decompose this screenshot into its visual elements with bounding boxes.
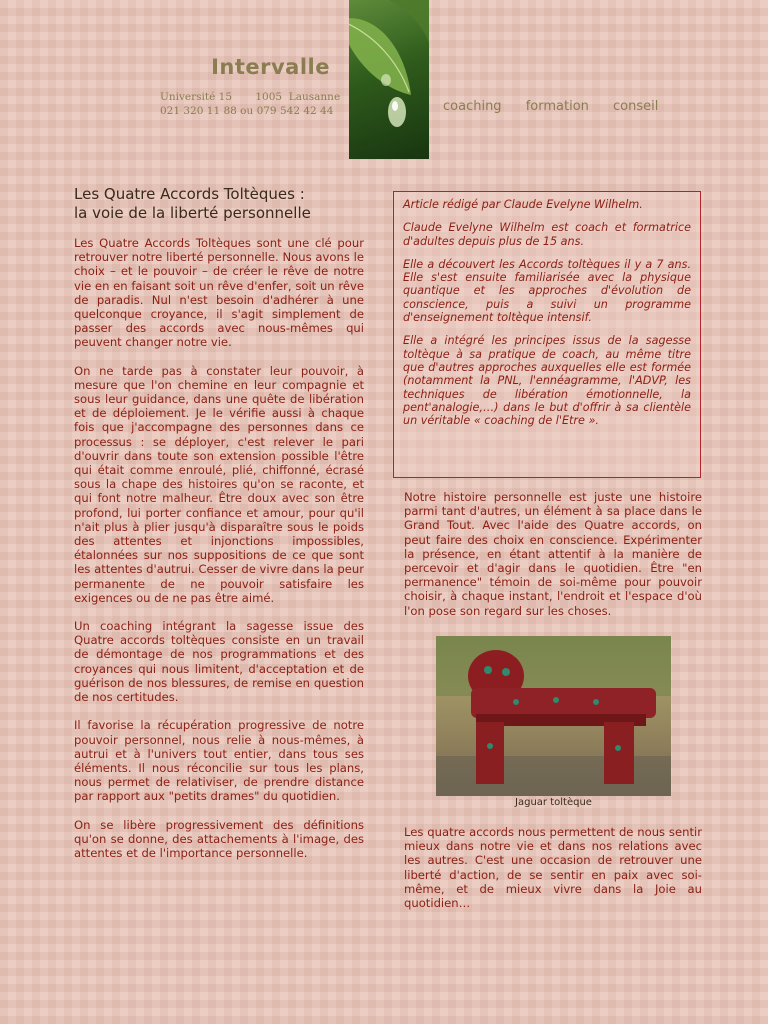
author-credit: Article rédigé par Claude Evelyne Wilhelm. (403, 198, 643, 211)
right-paragraph-1: Notre histoire personnelle est juste une histoire parmi tant d'autres, un élément à sa place dans le Grand Tout. Avec l'aide des Quatre accords, on peut faire des choix en conscience. Expérimenter la présence, en étant attentif à la manière de percevoir et d'agir dans le quotidien. Être "en permanence" témoin de soi-même pour pouvoir choisir, à chaque instant, l'endroit et l'espace d'où l'on pose son regard sur les choses. (404, 490, 702, 618)
paragraph: Il favorise la récupération progressive de notre pouvoir personnel, nous relie à nous-mêmes, à autrui et à l'univers tout entier, dans tous ses éléments. Il nous réconcilie sur tous les plans, nous permet de relativiser, de prendre distance par rapport aux "petits drames" du quotidien. (74, 718, 364, 804)
image-caption: Jaguar toltèque (515, 797, 592, 808)
paragraph: On ne tarde pas à constater leur pouvoir, à mesure que l'on chemine en leur compagnie et sous leur guidance, dans une quête de libération et de déploiement. Je le vérifie aussi à chaque fois que j'accompagne des personnes dans ce processus : se déployer, c'est relever le pari d'ouvrir dans toute son extension possible l'être qui était comme enroulé, plié, chiffonné, écrasé sous la chape des histoires qu'on se raconte, et qui font notre malheur. Être doux avec son être profond, lui porter confiance et amour, pour qu'il n'ait plus à plier jusqu'à disparaître sous le poids des attentes et injonctions impossibles, étalonnées sur nos suppositions de ce que sont les attentes d'autrui. Cesser de vivre dans la peur permanente de ne pouvoir satisfaire les exigences ou de ne pas être aimé. (74, 363, 364, 605)
author-bio: Claude Evelyne Wilhelm est coach et formatrice d'adultes depuis plus de 15 ans. (403, 221, 691, 248)
left-column (74, 236, 364, 874)
phone-line: 021 320 11 88 ou 079 542 42 44 (160, 105, 334, 117)
leaf-image (349, 0, 429, 159)
author-bio: Elle a découvert les Accords toltèques il y a 7 ans. Elle s'est ensuite familiarisée avec la physique quantique et les approches d'évolution de conscience, puis a suivi un programme d'enseignement toltèque intensif. (403, 257, 691, 325)
title-line-1: Les Quatre Accords Toltèques : (74, 185, 305, 203)
paragraph: On se libère progressivement des définitions qu'on se donne, des attachements à l'image, des attentes et de l'importance personnelle. (74, 817, 364, 860)
nav-formation[interactable]: formation (525, 99, 589, 114)
paragraph: Un coaching intégrant la sagesse issue des Quatre accords toltèques consiste en un travail de démontage de nos programmations et des croyances qui nous limitent, d'acceptation et de guérison de nos blessures, de remise en question de nos certitudes. (74, 619, 364, 705)
top-nav (443, 99, 678, 114)
article-title (74, 185, 364, 223)
title-line-2: la voie de la liberté personnelle (74, 204, 311, 222)
jaguar-photo (436, 636, 671, 796)
nav-conseil[interactable]: conseil (613, 99, 659, 114)
nav-coaching[interactable]: coaching (443, 99, 502, 114)
brand-title: Intervalle (211, 55, 330, 79)
address-line: Université 15 1005 Lausanne (160, 91, 341, 103)
address (160, 90, 341, 118)
paragraph: Les Quatre Accords Toltèques sont une clé pour retrouver notre liberté personnelle. Nous avons le choix – et le pouvoir – de créer le rêve de notre vie en en faisant soit un rêve d'enfer, soit un rêve de paradis. Nul n'est besoin d'adhérer à une quelconque croyance, il s'agit simplement de passer des accords avec nous-mêmes qui peuvent changer notre vie. (74, 236, 364, 350)
author-box (393, 191, 701, 478)
right-paragraph-2: Les quatre accords nous permettent de nous sentir mieux dans notre vie et dans nos relations avec les autres. C'est une occasion de retrouver une liberté d'action, de se sentir en paix avec soi-même, et de mieux vivre dans la Joie au quotidien… (404, 825, 702, 911)
author-bio: Elle a intégré les principes issus de la sagesse toltèque à sa pratique de coach, au même titre que d'autres approches auxquelles elle est formée (notamment la PNL, l'ennéagramme, l'ADVP, les techniques de libération émotionnelle, la pent'analogie,…) dans le but d'offrir à sa clientèle un véritable « coaching de l'Etre ». (403, 334, 691, 428)
